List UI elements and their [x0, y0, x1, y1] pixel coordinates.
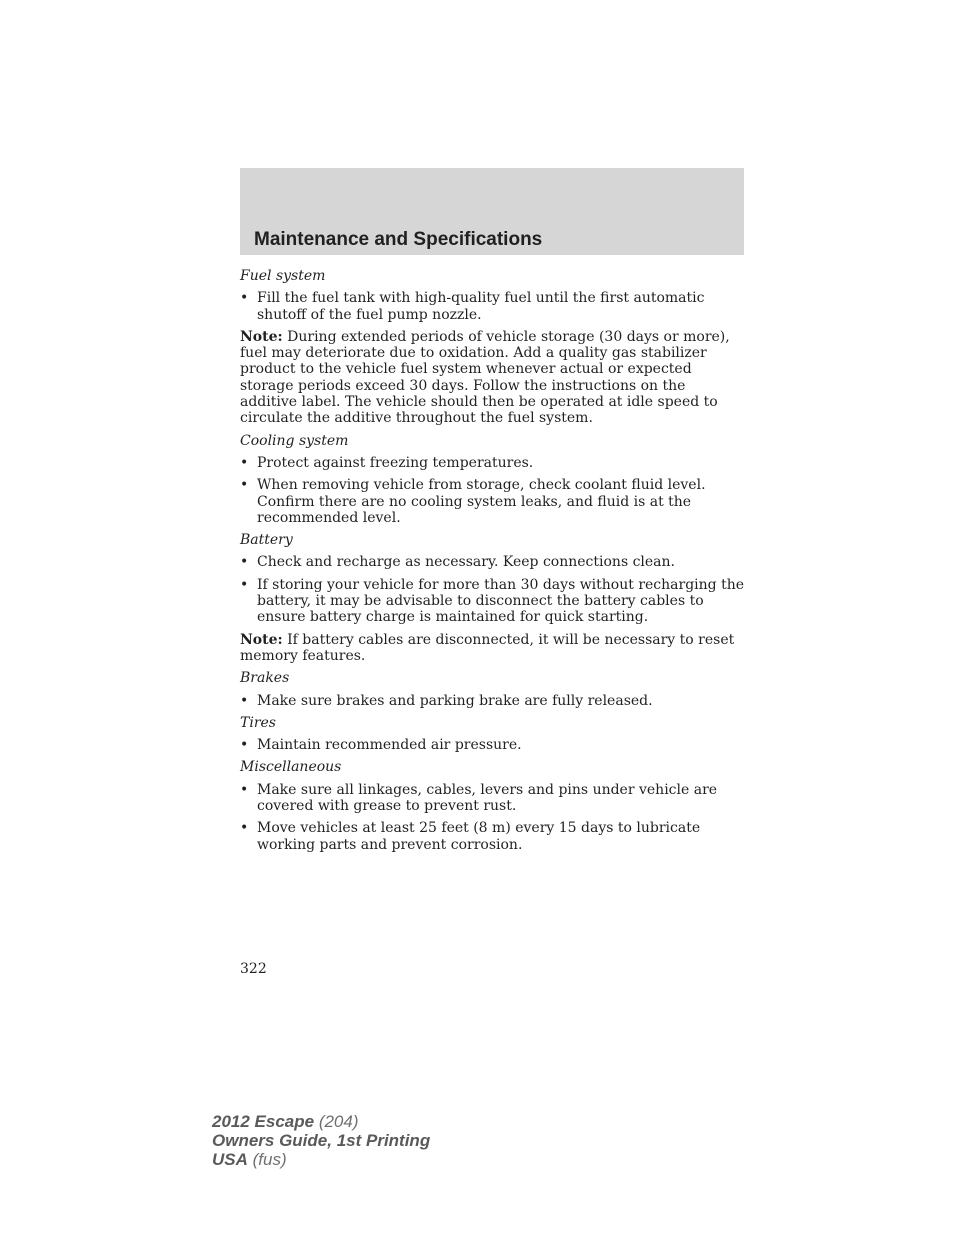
list-item-text: Make sure all linkages, cables, levers and pins under vehicle are covered with grease to prevent rust.: [257, 781, 718, 815]
list-item: [240, 820, 746, 853]
section-heading-brakes: Brakes: [240, 670, 290, 687]
note-text: If battery cables are disconnected, it will be necessary to reset memory features.: [240, 631, 735, 664]
section-heading-cooling-system: Cooling system: [240, 432, 349, 449]
list-item-text: If storing your vehicle for more than 30 days without recharging the battery, it may be advisable to disconnect the battery cables to ensure battery charge is maintained for quick starting.: [257, 576, 744, 626]
bullet-icon: •: [240, 576, 249, 593]
section-heading-battery: Battery: [240, 532, 293, 549]
note-label: Note:: [240, 631, 283, 648]
list-item: [240, 455, 746, 471]
manual-content: [240, 268, 746, 859]
bullet-icon: •: [240, 477, 249, 494]
footer-model-line: [212, 1112, 430, 1131]
footer-edition-info: [212, 1112, 430, 1169]
footer-model-code: (204): [314, 1112, 359, 1131]
list-item-text: Fill the fuel tank with high-quality fuel until the first automatic shutoff of the fuel pump nozzle.: [257, 290, 705, 323]
page-number: 322: [240, 961, 267, 977]
section-heading-fuel-system: Fuel system: [240, 268, 326, 284]
fuel-note: [240, 329, 746, 427]
list-item: [240, 737, 746, 753]
list-item: [240, 782, 746, 815]
list-item-text: When removing vehicle from storage, check coolant fluid level. Confirm there are no cooling system leaks, and fluid is at the recommended level.: [257, 477, 706, 526]
footer-region-line: [212, 1150, 430, 1169]
list-item-text: Protect against freezing temperatures.: [257, 454, 534, 471]
note-text: During extended periods of vehicle storage (30 days or more), fuel may deteriorate due to oxidation. Add a quality gas stabilizer product to the vehicle fuel system whenever actual or expected storage periods exceed 30 days. Follow the instructions on the additive label. The vehicle should then be operated at idle speed to circulate the additive throughout the fuel system.: [240, 328, 730, 427]
list-item-text: Check and recharge as necessary. Keep connections clean.: [257, 554, 675, 571]
bullet-icon: •: [240, 290, 249, 307]
bullet-icon: •: [240, 554, 249, 571]
bullet-icon: •: [240, 820, 249, 837]
bullet-icon: •: [240, 692, 249, 709]
note-label: Note:: [240, 328, 283, 345]
page-title: Maintenance and Specifications: [254, 229, 543, 250]
section-header-band: [240, 168, 744, 255]
list-item: [240, 477, 746, 526]
section-heading-tires: Tires: [240, 714, 276, 731]
bullet-icon: •: [240, 454, 249, 471]
footer-model: 2012 Escape: [212, 1112, 315, 1131]
list-item: [240, 693, 746, 709]
footer-region: USA: [212, 1150, 248, 1169]
list-item: [240, 577, 746, 626]
list-item-text: Move vehicles at least 25 feet (8 m) every 15 days to lubricate working parts and prevent corrosion.: [257, 820, 701, 853]
list-item: [240, 290, 746, 323]
battery-note: [240, 632, 746, 665]
footer-region-code: (fus): [247, 1150, 287, 1169]
list-item-text: Maintain recommended air pressure.: [257, 737, 522, 754]
bullet-icon: •: [240, 737, 249, 754]
footer-guide-line: [212, 1131, 430, 1150]
bullet-icon: •: [240, 781, 249, 798]
footer-guide: Owners Guide, 1st Printing: [212, 1131, 431, 1150]
list-item-text: Make sure brakes and parking brake are fully released.: [257, 692, 653, 709]
section-heading-miscellaneous: Miscellaneous: [240, 759, 342, 776]
list-item: [240, 554, 746, 570]
